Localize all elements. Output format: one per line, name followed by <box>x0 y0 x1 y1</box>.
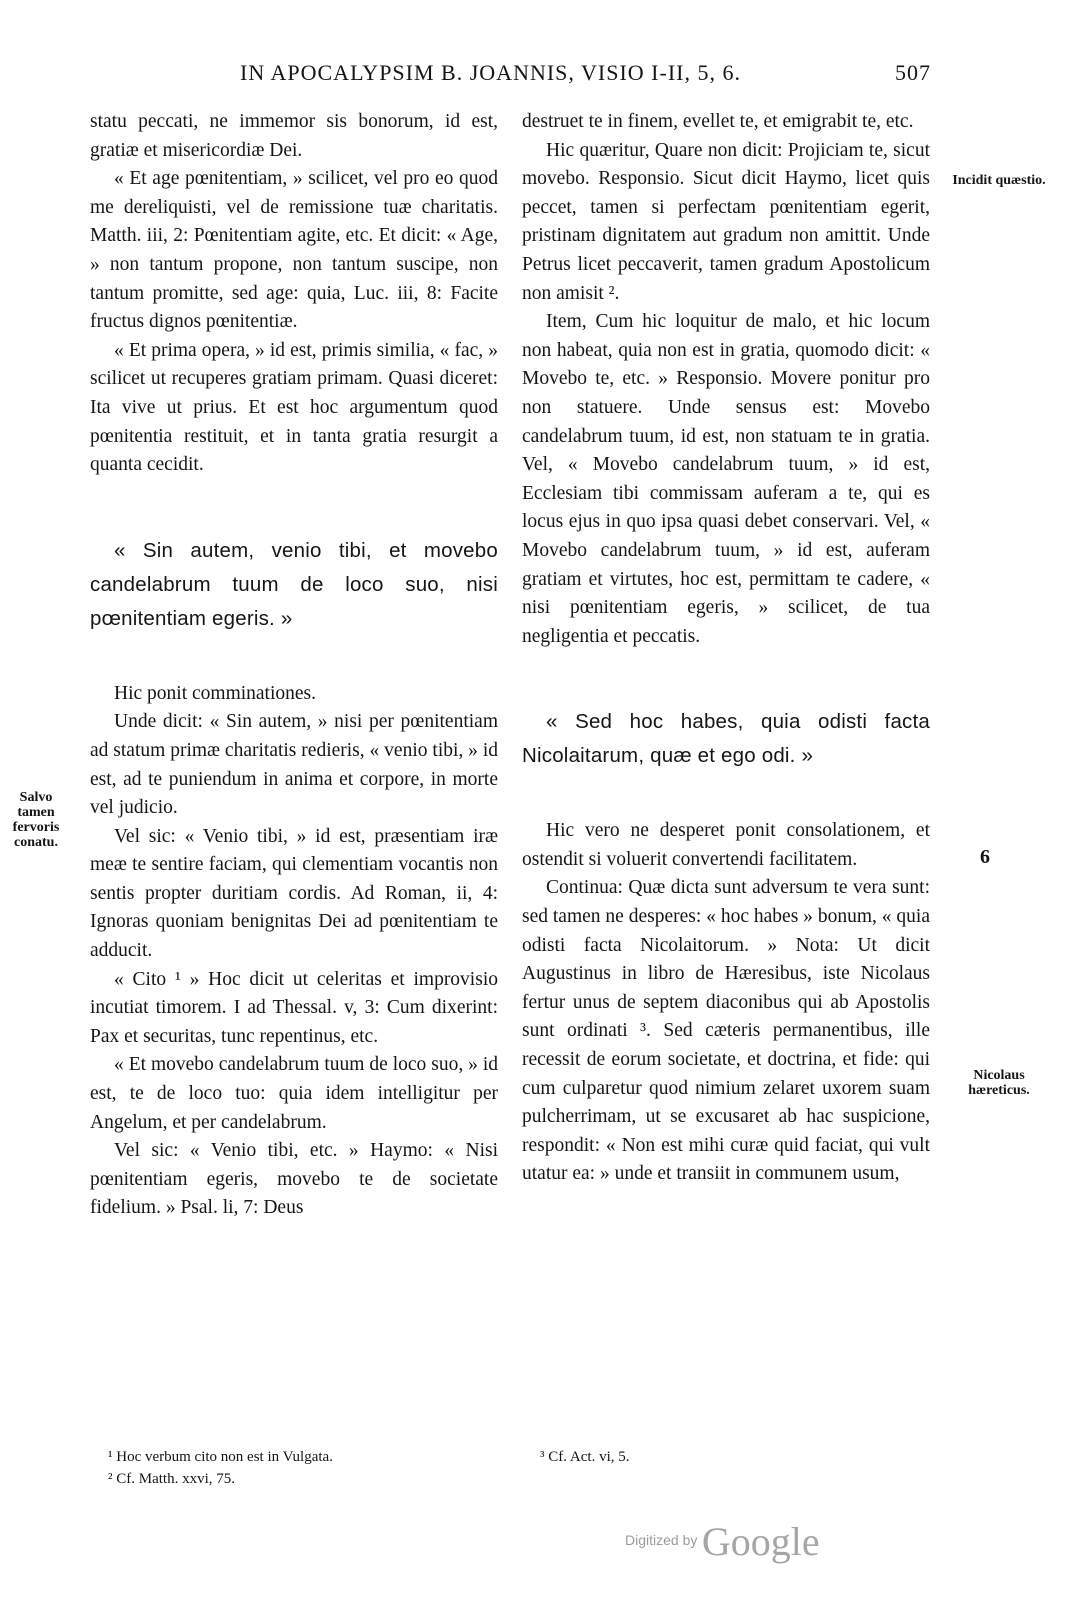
paragraph: « Et prima opera, » id est, primis similia, « fac, » scilicet ut recuperes gratiam primam. Quasi diceret: Ita vive ut prius. Et est hoc argumentum quod pœnitentia restituit, et in tanta gratia resurgit a quanta cecidit. <box>90 339 498 476</box>
paragraph: Hic quæritur, Quare non dicit: Projiciam te, sicut movebo. Responsio. Sicut dicit Haymo, licet quis peccet, tamen si perfectam pœnitentiam egerit, pristinam dignitatem aut gradum non amittit. Unde Petrus licet peccaverit, tamen gradum Apostolicum non amisit ². <box>522 139 930 304</box>
margin-note-incidit: Incidit quæstio. <box>952 173 1046 188</box>
paragraph: « Et age pœnitentiam, » scilicet, vel pro eo quod me dereliquisti, vel de remissione tuæ charitatis. Matth. iii, 2: Pœnitentiam agite, etc. Et dicit: « Age, » non tantum propone, non tantum suscipe, non tantum promitte, sed age: quia, Luc. iii, 8: Facite fructus dignos pœnitentiæ. <box>90 168 498 333</box>
google-logo-text: Google <box>701 1519 820 1564</box>
margin-note-salvo: Salvo tamen fervoris conatu. <box>12 790 60 850</box>
watermark-prefix: Digitized by <box>625 1532 698 1548</box>
footnotes-right <box>540 1446 840 1468</box>
paragraph: Continua: Quæ dicta sunt adversum te vera sunt: sed tamen ne desperes: « hoc habes » bonum, « quia odisti facta Nicolaitorum. » Nota: Ut dicit Augustinus in libro de Hæresibus, iste Nicolaus fertur unus de septem diaconibus qui ab Apostolis sunt ordinati ³. Sed cæteris permanentibus, ille recessit de eorum societate, et doctrina, et fide: qui cum culparetur quod nimium zelaret uxorem suam pulcherrimam, ut se excusaret ab hac suspicione, respondit: « Non est mihi curæ quid faciat, qui vult utatur ea: » unde et transiit in communem usum, <box>522 877 930 1185</box>
running-title: IN APOCALYPSIM B. JOANNIS, VISIO I-II, 5, 6. <box>240 60 741 85</box>
paragraph: Item, Cum hic loquitur de malo, et hic locum non habeat, quia non est in gratia, quomodo dicit: « Movebo te, etc. » Responsio. Movere ponitur pro non statuere. Unde sensus est: Movebo candelabrum tuum, id est, non statuam te in gratia. Vel, « Movebo candelabrum tuum, » id est, Ecclesiam tibi commissam auferam a te, qui es locus ejus in quo ipsa quasi debet conservari. Vel, « Movebo candelabrum tuum, » id est, auferam gratiam et virtutes, hoc est, permittam te cadere, « nisi pœnitentiam egeris, » scilicet, de tua negligentia et peccatis. <box>522 311 930 647</box>
footnote: ¹ Hoc verbum cito non est in Vulgata. <box>108 1449 333 1465</box>
left-column <box>90 108 498 1223</box>
page-number: 507 <box>895 60 931 85</box>
paragraph: Vel sic: « Venio tibi, etc. » Haymo: « Nisi pœnitentiam egeris, movebo te de societate fidelium. » Psal. li, 7: Deus <box>90 1140 498 1219</box>
margin-note-nicolaus: Nicolaus hæreticus. <box>968 1068 1030 1098</box>
paragraph: Hic ponit comminationes. <box>114 682 317 704</box>
paragraph: Unde dicit: « Sin autem, » nisi per pœnitentiam ad statum primæ charitatis redieris, « venio tibi, » id est, ad te puniendum in anima et corpore, in morte vel judicio. <box>90 711 498 819</box>
footnote: ³ Cf. Act. vi, 5. <box>540 1449 630 1465</box>
paragraph: Hic vero ne desperet ponit consolationem, et ostendit si voluerit convertendi facilitatem. <box>522 820 930 870</box>
margin-verse-number: 6 <box>980 846 990 868</box>
paragraph: statu peccati, ne immemor sis bonorum, id est, gratiæ et misericordiæ Dei. <box>90 111 498 161</box>
scripture-lemma: « Sin autem, venio tibi, et movebo candelabrum tuum de loco suo, nisi pœnitentiam egeris. » <box>90 538 498 630</box>
footnote: ² Cf. Matth. xxvi, 75. <box>108 1471 235 1487</box>
paragraph: « Cito ¹ » Hoc dicit ut celeritas et improvisio incutiat timorem. I ad Thessal. v, 3: Cum dixerint: Pax et securitas, tunc repentinus, etc. <box>90 968 498 1047</box>
paragraph: destruet te in finem, evellet te, et emigrabit te, etc. <box>522 111 914 132</box>
google-watermark <box>625 1518 820 1565</box>
paragraph: Vel sic: « Venio tibi, » id est, præsentiam iræ meæ te sentire faciam, qui clementiam vocantis non sentis propter duritiam cordis. Ad Roman, ii, 4: Ignoras quoniam benignitas Dei ad pœnitentiam te adducit. <box>90 825 498 962</box>
paragraph: « Et movebo candelabrum tuum de loco suo, » id est, te de loco tuo: quia idem intelligitur per Angelum, et per candelabrum. <box>90 1054 498 1133</box>
scripture-lemma: « Sed hoc habes, quia odisti facta Nicolaitarum, quæ et ego odi. » <box>522 710 930 768</box>
right-column <box>522 108 930 1189</box>
page-header <box>0 60 1074 90</box>
footnotes-left <box>108 1446 508 1490</box>
